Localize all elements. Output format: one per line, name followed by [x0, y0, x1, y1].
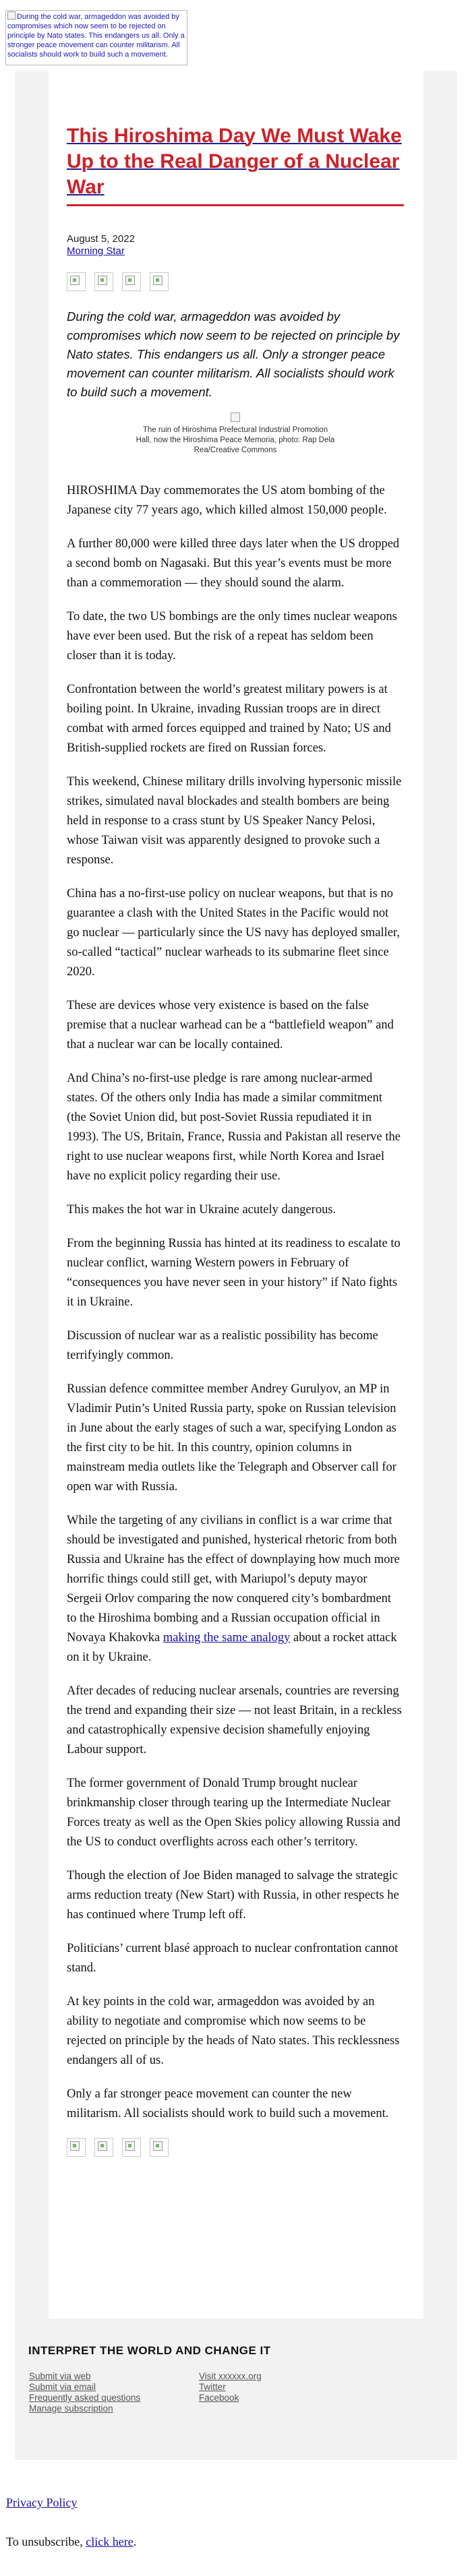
paragraph: From the beginning Russia has hinted at its readiness to escalate to nuclear conflict, warning Western powers in February of “consequences you have never seen in your history” if Nato fights it in Ukraine. — [67, 1237, 401, 1309]
article-figure — [67, 412, 404, 456]
paragraph-with-link — [67, 1511, 404, 1667]
paragraph: This weekend, Chinese military drills involving hypersonic missile strikes, simulated naval blockades and stealth bombers are being held in response to a crass stunt by US Speaker Nancy Pelosi, whose Taiwan visit was apparently designed to provoke such a response. — [67, 775, 402, 867]
paragraph: And China’s no-first-use pledge is rare among nuclear-armed states. Of the others only India has made a similar commitment (the Soviet Union did, but post-Soviet Russia repudiated it in 1993). The US, Britain, France, Russia and Pakistan all reserve the right to use nuclear weapons first, while North Korea and Israel have no explicit policy regarding their use. — [67, 1072, 401, 1183]
paragraph: HIROSHIMA Day commemorates the US atom bombing of the Japanese city 77 years ago, which killed almost 150,000 people. — [67, 484, 387, 517]
footer-link-submit-web[interactable]: Submit via web — [29, 2371, 91, 2381]
article-date: August 5, 2022 — [67, 233, 135, 245]
article-content — [67, 71, 404, 2158]
article-body — [67, 481, 404, 2124]
paragraph: Confrontation between the world’s greatest military powers is at boiling point. In Ukraine, invading Russian troops are in direct combat with armed forces equipped and trained by Nato; US and British-supplied rockets are fired on Russian forces. — [67, 683, 391, 755]
article-standfirst: During the cold war, armageddon was avoided by compromises which now seem to be rejected on principle by Nato states. This endangers us all. Only a stronger peace movement can counter militarism. All socialists should work to build such a movement. — [67, 309, 400, 399]
paragraph: To date, the two US bombings are the only times nuclear weapons have ever been used. But the risk of a repeat has seldom been closer than it is today. — [67, 610, 397, 663]
image-caption: The ruin of Hiroshima Prefectural Industrial Promotion Hall, now the Hiroshima Peace Memoria, photo: Rap Dela Rea/Creative Commons — [136, 426, 335, 454]
broken-image-icon — [7, 11, 16, 20]
article-title[interactable]: This Hiroshima Day We Must Wake Up to the Real Danger of a Nuclear War — [67, 125, 402, 198]
article-image-placeholder — [231, 412, 240, 422]
footer-links-left — [29, 2371, 140, 2414]
privacy-policy-link[interactable]: Privacy Policy — [6, 2496, 78, 2509]
paragraph: This makes the hot war in Ukraine acutely dangerous. — [67, 1203, 336, 1217]
link-icon[interactable] — [150, 2138, 169, 2157]
footer-link-twitter[interactable]: Twitter — [199, 2382, 226, 2392]
preheader-alt-text: During the cold war, armageddon was avoided by compromises which now seem to be rejected on principle by Nato states. This endangers us all. Only a stronger peace movement can counter militarism. All socialists should work to build such a movement. — [7, 13, 185, 59]
paragraph: These are devices whose very existence is based on the false premise that a nuclear warhead can be a “battlefield weapon” and that a nuclear war can be locally contained. — [67, 999, 394, 1051]
footer-link-submit-email[interactable]: Submit via email — [29, 2382, 96, 2392]
link-icon[interactable] — [150, 272, 169, 291]
twitter-icon[interactable] — [67, 272, 86, 291]
preheader-image-alt — [5, 10, 187, 65]
paragraph: At key points in the cold war, armageddon was avoided by an ability to negotiate and compromise which now seems to be rejected on principle by the heads of Nato states. This recklessness endangers all of us. — [67, 1995, 400, 2067]
paragraph-text: While the targeting of any civilians in conflict is a war crime that should be investigated and punished, hysterical rhetoric from both Russia and Ukraine has the effect of downplaying how much more horrific things could still get, with Mariupol’s deputy mayor Sergeii Orlov comparing the now conquered city’s bombardment to the Hiroshima bombing and a Russian occupation official in Novaya Khakovka — [67, 1514, 400, 1645]
share-buttons-bottom — [67, 2138, 404, 2158]
footer-link-manage-subscription[interactable]: Manage subscription — [29, 2403, 113, 2414]
paragraph: Only a far stronger peace movement can counter the new militarism. All socialists should work to build such a movement. — [67, 2087, 389, 2120]
analogy-link[interactable]: making the same analogy — [163, 1631, 291, 1645]
title-divider — [67, 204, 404, 206]
unsubscribe-line — [6, 2534, 136, 2549]
unsubscribe-link[interactable]: click here — [86, 2535, 134, 2548]
paragraph: The former government of Donald Trump brought nuclear brinkmanship closer through tearing up the Intermediate Nuclear Forces treaty as well as the Open Skies policy allowing Russia and the US to conduct overflights across each other’s territory. — [67, 1777, 401, 1849]
paragraph: Though the election of Joe Biden managed to salvage the strategic arms reduction treaty (New Start) with Russia, in other respects he has continued where Trump left off. — [67, 1869, 399, 1922]
footer-link-faq[interactable]: Frequently asked questions — [29, 2393, 141, 2403]
paragraph: A further 80,000 were killed three days later when the US dropped a second bomb on Nagasaki. But this year’s events must be more than a commemoration — they should sound the alarm. — [67, 537, 400, 590]
unsubscribe-suffix: . — [133, 2535, 137, 2548]
paragraph: China has a no-first-use policy on nuclear weapons, but that is no guarantee a clash with the United States in the Pacific would not go nuclear — particularly since the US navy has deployed smaller, so-called “tactical” nuclear warheads to its submarine fleet since 2020. — [67, 887, 400, 979]
facebook-icon[interactable] — [94, 2138, 113, 2157]
paragraph: Discussion of nuclear war as a realistic possibility has become terrifyingly common. — [67, 1329, 378, 1362]
paragraph-text: about a rocket attack on it by Ukraine. — [67, 1631, 397, 1664]
email-icon[interactable] — [122, 2138, 141, 2157]
facebook-icon[interactable] — [94, 272, 113, 291]
article-source-link[interactable]: Morning Star — [67, 245, 125, 257]
footer-link-facebook[interactable]: Facebook — [199, 2393, 239, 2403]
footer-link-visit-site[interactable]: Visit xxxxxx.org — [199, 2371, 262, 2381]
footer-heading: INTERPRET THE WORLD AND CHANGE IT — [28, 2344, 271, 2357]
unsubscribe-prefix: To unsubscribe, — [6, 2535, 86, 2548]
footer-links-right — [199, 2371, 262, 2403]
paragraph: Politicians’ current blasé approach to nuclear confrontation cannot stand. — [67, 1942, 399, 1975]
paragraph: Russian defence committee member Andrey Gurulyov, an MP in Vladimir Putin’s United Russia party, spoke on Russian television in June about the early stages of such a war, specifying London as the first city to be hit. In this country, opinion columns in mainstream media outlets like the Telegraph and Observer call for open war with Russia. — [67, 1382, 396, 1494]
paragraph: After decades of reducing nuclear arsenals, countries are reversing the trend and expanding their size — not least Britain, in a reckless and catastrophically expensive decision shamefully enjoying Labour support. — [67, 1684, 402, 1756]
privacy-policy — [6, 2495, 78, 2510]
email-icon[interactable] — [122, 272, 141, 291]
twitter-icon[interactable] — [67, 2138, 86, 2157]
share-buttons-top — [67, 272, 404, 293]
